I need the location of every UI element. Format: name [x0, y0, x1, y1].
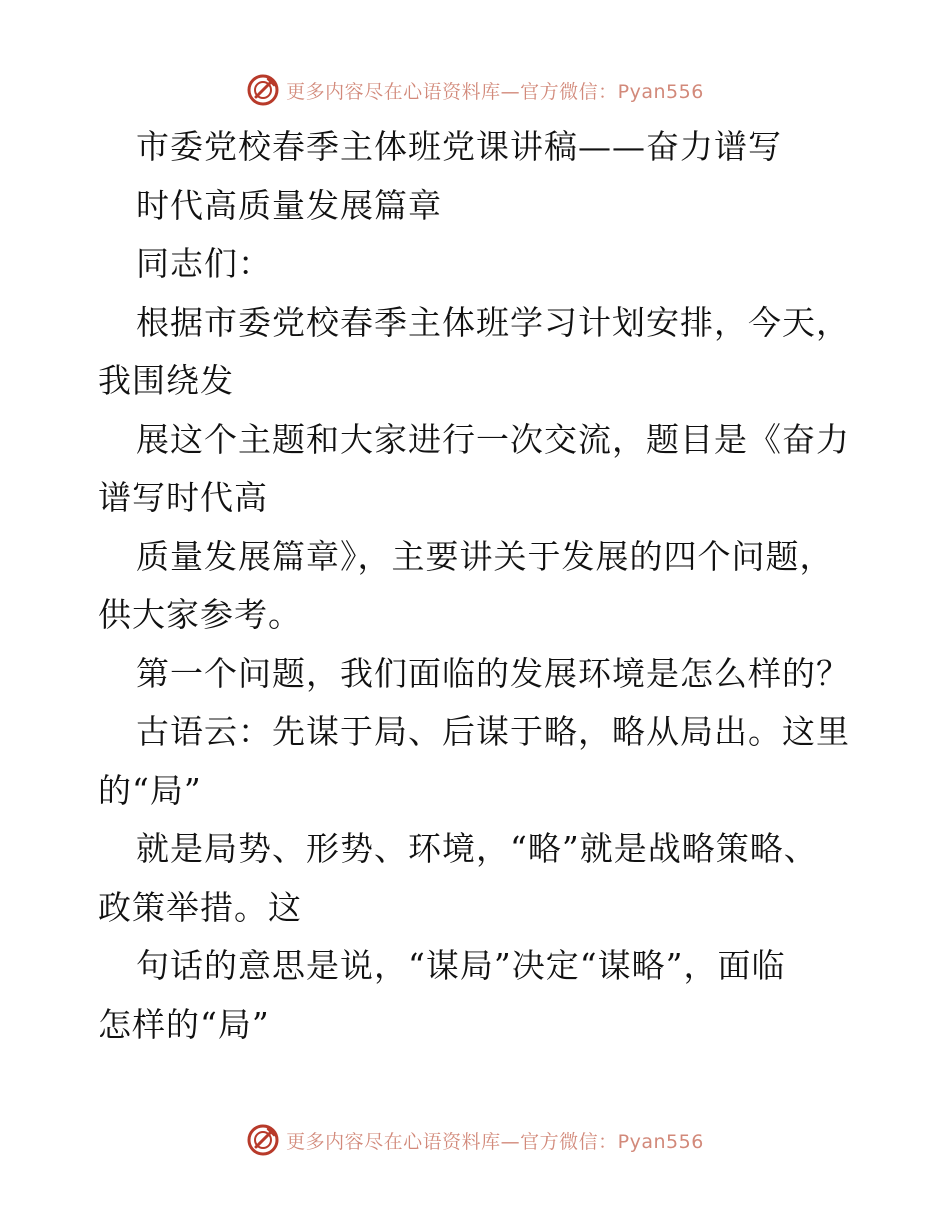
doc-line-title-1: 市委党校春季主体班党课讲稿——奋力谱写	[136, 127, 782, 166]
doc-line: 就是局势、形势、环境，“略”就是战略策略、	[136, 829, 818, 868]
doc-line: 政策举措。这	[98, 887, 302, 927]
doc-line-salutation: 同志们：	[136, 244, 272, 283]
doc-line: 古语云：先谋于局、后谋于略，略从局出。这里	[136, 712, 850, 751]
doc-line: 质量发展篇章》，主要讲关于发展的四个问题，	[136, 536, 834, 576]
header-watermark-text: 更多内容尽在心语资料库—官方微信：Pyan556	[286, 80, 704, 103]
doc-line: 的“局”	[98, 770, 202, 810]
footer-watermark-banner	[0, 1120, 950, 1160]
doc-line: 怎样的“局”	[98, 1004, 270, 1044]
doc-line: 供大家参考。	[98, 595, 302, 634]
doc-line: 展这个主题和大家进行一次交流，题目是《奋力	[136, 419, 850, 459]
doc-line: 第一个问题，我们面临的发展环境是怎么样的？	[136, 653, 850, 693]
doc-line-title-2: 时代高质量发展篇章	[136, 185, 442, 225]
doc-line: 谱写时代高	[98, 478, 268, 517]
doc-line: 根据市委党校春季主体班学习计划安排，今天，	[136, 302, 850, 342]
seal-logo-icon	[246, 73, 280, 107]
footer-watermark-text: 更多内容尽在心语资料库—官方微信：Pyan556	[286, 1130, 704, 1153]
header-watermark-banner	[0, 70, 950, 110]
document-body	[98, 118, 868, 1054]
seal-logo-icon	[246, 1123, 280, 1157]
doc-line: 句话的意思是说，“谋局”决定“谋略”，面临	[136, 946, 786, 985]
doc-line: 我围绕发	[98, 361, 234, 400]
